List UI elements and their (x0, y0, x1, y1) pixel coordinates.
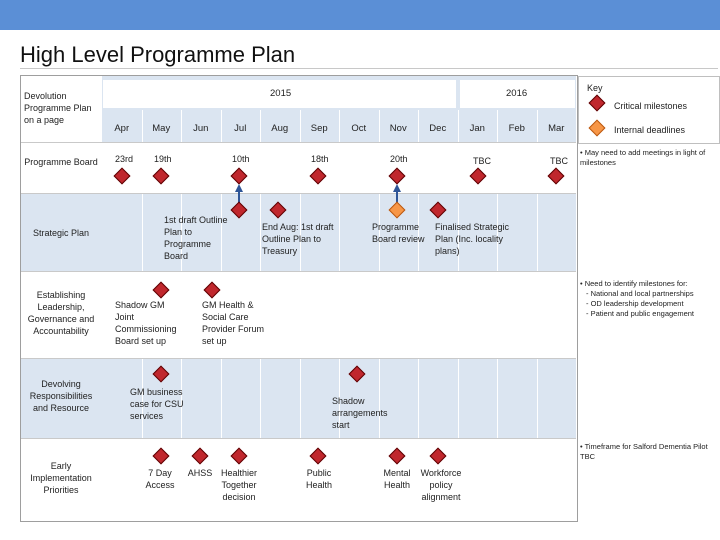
note-governance: • Need to identify milestones for: - National and local partnerships - OD leadership development - Patient and public engagement (580, 279, 695, 318)
header-bar (0, 0, 720, 30)
board-date-sep: 18th (311, 154, 329, 164)
board-date-mar: TBC (550, 156, 568, 166)
column-separator (300, 110, 301, 520)
month-label-jul: Jul (234, 123, 247, 134)
column-separator (379, 110, 380, 520)
page-title: High Level Programme Plan (20, 42, 296, 67)
column-separator (418, 110, 419, 520)
legend-internal-label: Internal deadlines (614, 125, 686, 135)
note-governance-intro: Need to identify milestones for: (584, 279, 688, 288)
strategic-endaug: End Aug: 1st draft Outline Plan to Treasury (262, 222, 334, 256)
year-label-2016: 2016 (506, 88, 528, 99)
row-divider (21, 193, 576, 194)
governance-gm-joint: Shadow GM Joint Commissioning Board set up (115, 300, 177, 346)
note-governance-item: Patient and public engagement (590, 309, 695, 318)
month-label-may: May (152, 123, 171, 134)
month-label-mar: Mar (548, 123, 565, 134)
board-date-nov: 20th (390, 154, 408, 164)
month-label-oct: Oct (351, 123, 367, 134)
strategic-review: Programme Board review (372, 222, 425, 244)
legend-title: Key (587, 83, 603, 93)
note-early: • Timeframe for Salford Dementia Pilot TBC (580, 442, 708, 461)
row-label-devolving: Devolving Responsibilities and Resource (29, 379, 93, 413)
board-date-jul: 10th (232, 154, 250, 164)
note-governance-item: National and local partnerships (590, 289, 694, 298)
title-divider (20, 68, 718, 69)
legend-critical-label: Critical milestones (614, 101, 688, 111)
note-governance-item: OD leadership development (590, 299, 684, 308)
strategic-final: Finalised Strategic Plan (Inc. locality plans) (435, 222, 510, 256)
board-date-apr: 23rd (115, 154, 134, 164)
board-date-jan: TBC (473, 156, 491, 166)
early-workforce: Workforce policy alignment (420, 468, 462, 502)
month-label-dec: Dec (429, 123, 447, 134)
column-separator (339, 110, 340, 520)
column-separator (458, 110, 459, 520)
month-label-aug: Aug (271, 123, 289, 134)
note-early-text: Timeframe for Salford Dementia Pilot TBC (580, 442, 708, 461)
month-label-sep: Sep (310, 123, 328, 134)
month-label-nov: Nov (389, 123, 407, 134)
row-divider (21, 438, 576, 439)
month-label-apr: Apr (114, 123, 130, 134)
month-label-jun: Jun (193, 123, 209, 134)
month-label-jan: Jan (469, 123, 485, 134)
strategic-draft1: 1st draft Outline Plan to Programme Board (164, 215, 228, 261)
board-date-may: 19th (154, 154, 172, 164)
year-label-2015: 2015 (270, 88, 292, 99)
note-board-text: May need to add meetings in light of milestones (580, 148, 706, 167)
early-healthier: Healthier Together decision (220, 468, 258, 502)
devolving-case: GM business case for CSU services (130, 387, 184, 421)
early-public: Public Health (305, 468, 332, 490)
column-separator (537, 110, 538, 520)
row-band-devolving (21, 358, 576, 438)
early-mental: Mental Health (383, 468, 411, 490)
devolving-shadow: Shadow arrangements start (332, 396, 388, 430)
early-ahss: AHSS (187, 468, 213, 478)
row-divider (21, 271, 576, 272)
corner-label: Devolution Programme Plan on a page (24, 91, 92, 125)
row-label-governance: Establishing Leadership, Governance and Accountability (27, 290, 95, 336)
early-seven-day: 7 Day Access (145, 468, 175, 490)
row-divider (21, 142, 576, 143)
row-label-early: Early Implementation Priorities (30, 461, 92, 495)
governance-forum: GM Health & Social Care Provider Forum set up (202, 300, 265, 346)
note-board: • May need to add meetings in light of milestones (580, 148, 706, 167)
row-label-strategic-plan: Strategic Plan (32, 228, 90, 238)
month-label-feb: Feb (508, 123, 525, 134)
row-label-programme-board: Programme Board (24, 157, 98, 167)
column-separator (497, 110, 498, 520)
row-divider (21, 358, 576, 359)
